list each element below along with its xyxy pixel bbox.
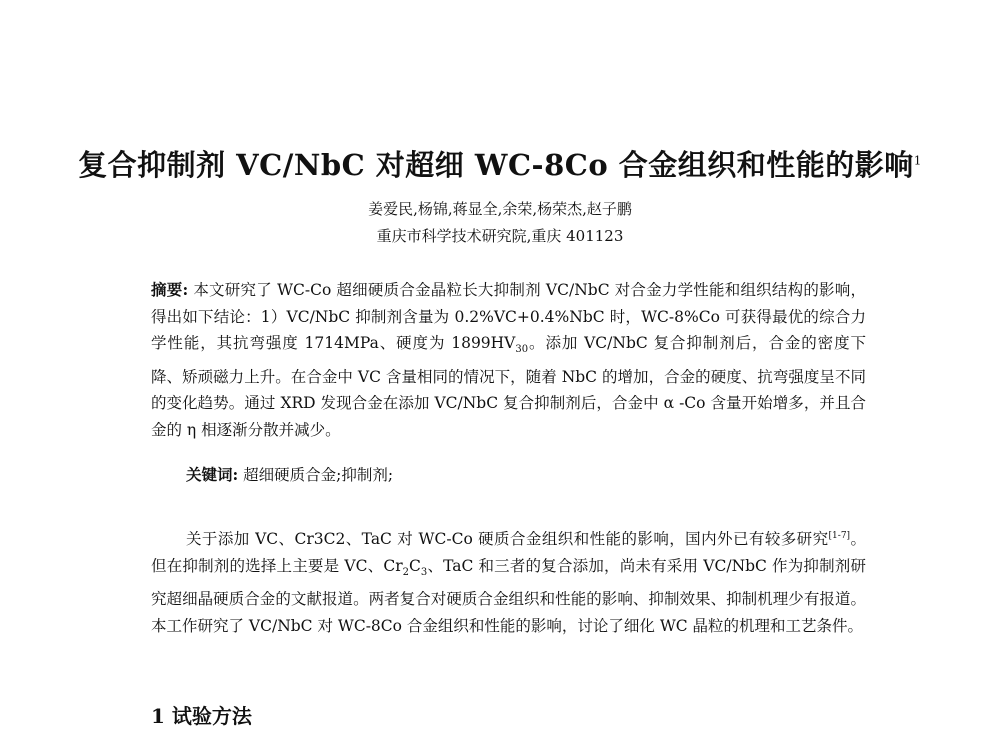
hardness-subscript: 30 [515, 344, 529, 356]
intro-text-b: 。但在抑制剂的选择上主要是 VC、Cr [151, 530, 866, 575]
intro-text-d: 、TaC 和三者的复合添加，尚未有采用 VC/NbC 作为抑制剂研究超细晶硬质合金的文献报道。两者复合对硬质合金组织和性能的影响、抑制效果、抑制机理少有报道。本工作研究了 VC/NbC 对 WC-8Co 合金组织和性能的影响，讨论了细化 WC 晶粒的机理和工艺条件。 [151, 556, 866, 635]
intro-text-c: C [409, 556, 421, 575]
title-text: 复合抑制剂 VC/NbC 对超细 WC-8Co 合金组织和性能的影响 [78, 148, 914, 182]
abstract-body: 本文研究了 WC-Co 超细硬质合金晶粒长大抑制剂 VC/NbC 对合金力学性能和组织结构的影响，得出如下结论：1）VC/NbC 抑制剂含量为 0.2%VC+0.4%NbC 时，WC-8%Co 可获得最优的综合力学性能，其抗弯强度 1714MPa、硬度为 1899HV [151, 281, 866, 352]
keywords-label: 关键词: [186, 465, 239, 484]
title-footnote-mark: 1 [913, 153, 922, 168]
abstract-rest: 。添加 VC/NbC 复合抑制剂后，合金的密度下降、矫顽磁力上升。在合金中 VC 含量相同的情况下，随着 NbC 的增加，合金的硬度、抗弯强度呈不同的变化趋势。通过 XRD 发现合金在添加 VC/NbC 复合抑制剂后，合金中 α -Co 含量开始增多，并且合金的 η 相逐渐分散并减少。 [151, 334, 866, 439]
abstract [151, 277, 866, 443]
keywords-text: 超细硬质合金;抑制剂; [243, 466, 394, 484]
keywords [186, 463, 393, 485]
intro-paragraph [151, 523, 866, 639]
abstract-label: 摘要: [151, 280, 189, 299]
formula-subscript-2: 3 [420, 566, 428, 578]
formula-subscript-1: 2 [402, 566, 409, 578]
affiliation: 重庆市科学技术研究院,重庆 401123 [376, 227, 624, 245]
intro-text-a: 关于添加 VC、Cr3C2、TaC 对 WC-Co 硬质合金组织和性能的影响，国内外已有较多研究 [186, 530, 829, 549]
author-list: 姜爱民,杨锦,蒋显全,余荣,杨荣杰,赵子鹏 [368, 200, 632, 218]
paper-title [0, 143, 1000, 184]
citation-ref: [1-7] [828, 531, 851, 541]
section-heading: 1 试验方法 [151, 704, 252, 728]
